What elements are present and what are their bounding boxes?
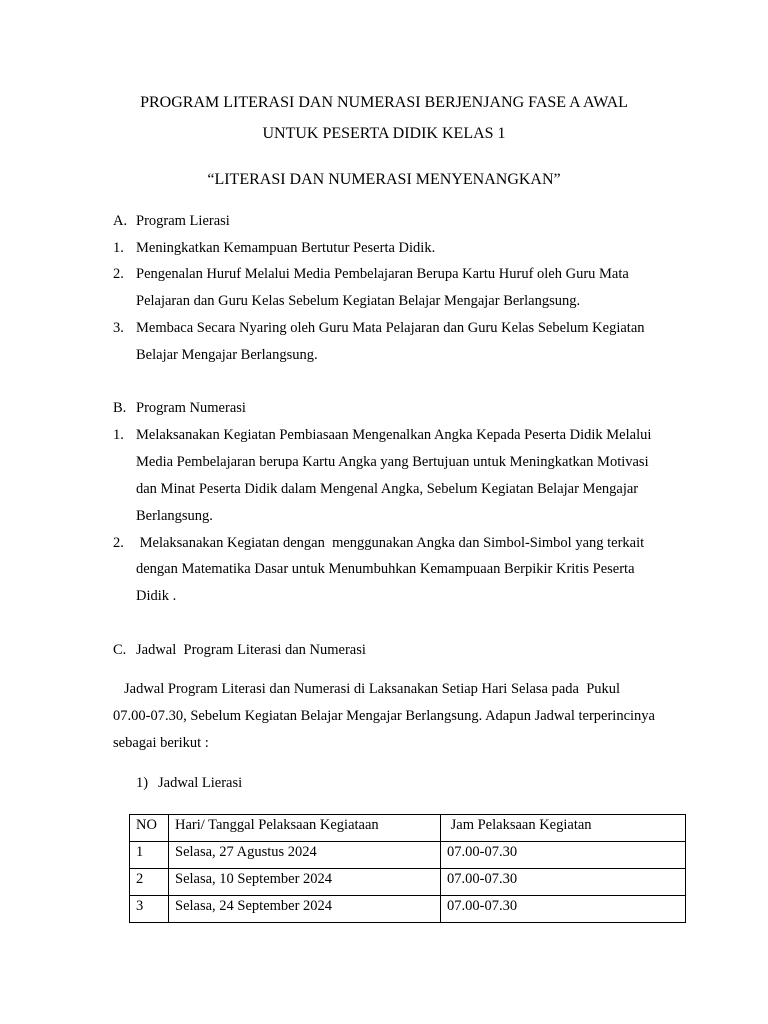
paragraph-line: 07.00-07.30, Sebelum Kegiatan Belajar Mengajar Berlangsung. Adapun Jadwal terperincinya [113, 708, 655, 724]
list-item-text: Melaksanakan Kegiatan dengan menggunakan Angka dan Simbol-Simbol yang terkait [136, 535, 645, 551]
cell-no: 1 [130, 842, 169, 869]
cell-time: 07.00-07.30 [441, 869, 686, 896]
list-item-marker: 3. [113, 320, 124, 336]
section-a-heading: Program Lierasi [136, 213, 230, 229]
list-item-text: Pengenalan Huruf Melalui Media Pembelajaran Berupa Kartu Huruf oleh Guru Mata [136, 266, 629, 282]
header-cell-time: Jam Pelaksaan Kegiatan [441, 815, 686, 842]
cell-no: 2 [130, 869, 169, 896]
list-item-marker: 2. [113, 535, 124, 551]
list-item-text: Melaksanakan Kegiatan Pembiasaan Mengenalkan Angka Kepada Peserta Didik Melalui [136, 427, 652, 443]
paragraph-line: sebagai berikut : [113, 735, 209, 751]
list-item-text: Belajar Mengajar Berlangsung. [136, 347, 318, 363]
cell-time: 07.00-07.30 [441, 896, 686, 923]
cell-time: 07.00-07.30 [441, 842, 686, 869]
table-header-row [130, 815, 686, 842]
list-item-text: Membaca Secara Nyaring oleh Guru Mata Pelajaran dan Guru Kelas Sebelum Kegiatan [136, 320, 645, 336]
cell-date: Selasa, 10 September 2024 [169, 869, 441, 896]
section-b-marker: B. [113, 400, 127, 416]
list-item-marker: 1. [113, 240, 124, 256]
list-item-text: Didik . [136, 588, 177, 604]
list-item-marker: 2. [113, 266, 124, 282]
list-item-marker: 1. [113, 427, 124, 443]
section-c-marker: C. [113, 642, 127, 658]
table-row [130, 842, 686, 869]
section-c-heading: Jadwal Program Literasi dan Numerasi [136, 642, 366, 658]
cell-date: Selasa, 24 September 2024 [169, 896, 441, 923]
title-line-2: UNTUK PESERTA DIDIK KELAS 1 [262, 125, 506, 142]
list-item-text: dengan Matematika Dasar untuk Menumbuhkan Kemampuaan Berpikir Kritis Peserta [136, 561, 635, 577]
header-cell-no: NO [130, 815, 169, 842]
table-row [130, 869, 686, 896]
cell-date: Selasa, 27 Agustus 2024 [169, 842, 441, 869]
schedule-table [129, 814, 686, 923]
list-item-text: dan Minat Peserta Didik dalam Mengenal Angka, Sebelum Kegiatan Belajar Mengajar [136, 481, 639, 497]
section-b-heading: Program Numerasi [136, 400, 246, 416]
table-row [130, 896, 686, 923]
cell-no: 3 [130, 896, 169, 923]
title-line-1: PROGRAM LITERASI DAN NUMERASI BERJENJANG FASE A AWAL [140, 94, 628, 111]
tagline: “LITERASI DAN NUMERASI MENYENANGKAN” [207, 171, 561, 188]
section-a-marker: A. [113, 213, 128, 229]
paragraph-line: Jadwal Program Literasi dan Numerasi di Laksanakan Setiap Hari Selasa pada Pukul [124, 681, 621, 697]
list-item-text: Pelajaran dan Guru Kelas Sebelum Kegiatan Belajar Mengajar Berlangsung. [136, 293, 581, 309]
header-cell-date: Hari/ Tanggal Pelaksaan Kegiataan [169, 815, 441, 842]
sub-list-marker: 1) [136, 775, 149, 791]
sub-heading: Jadwal Lierasi [158, 775, 243, 791]
list-item-text: Meningkatkan Kemampuan Bertutur Peserta Didik. [136, 240, 436, 256]
list-item-text: Berlangsung. [136, 508, 213, 524]
list-item-text: Media Pembelajaran berupa Kartu Angka yang Bertujuan untuk Meningkatkan Motivasi [136, 454, 649, 470]
